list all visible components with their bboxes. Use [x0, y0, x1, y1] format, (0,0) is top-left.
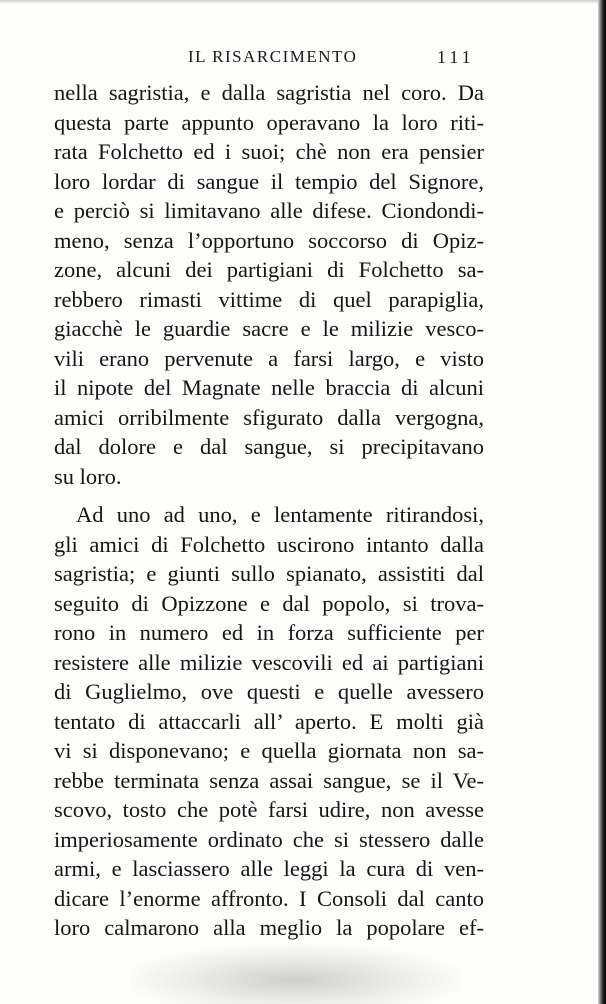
text-line: gli amici di Folchetto uscirono intanto dalla [54, 531, 484, 557]
text-line: Ad uno ad uno, e lentamente ritirandosi, [76, 502, 484, 527]
text-line: sagristia; e giunti sullo spianato, assistiti dal [54, 561, 484, 586]
running-title: IL RISARCIMENTO [188, 47, 358, 66]
body-text [54, 78, 484, 943]
text-line: loro lordar di sangue il tempio del Signore, [54, 168, 484, 194]
text-line: vi si disponevano; e quella giornata non sa- [54, 738, 484, 763]
text-line: rebbero rimasti vittime di quel parapiglia, [54, 286, 484, 312]
text-line: di Guglielmo, ove questi e quelle avessero [54, 679, 484, 704]
text-line: nella sagristia, e dalla sagristia nel coro. Da [54, 80, 484, 105]
text-line: il nipote del Magnate nelle braccia di alcuni [54, 375, 484, 400]
text-line: giacchè le guardie sacre e le milizie vesco- [54, 316, 484, 341]
text-line: armi, e lasciassero alle leggi la cura di ven- [54, 856, 484, 881]
text-line: rebbe terminata senza assai sangue, se il Ve- [54, 767, 484, 793]
scan-right-edge [598, 0, 606, 1004]
text-line: meno, senza l’opportuno soccorso di Opiz- [54, 227, 484, 253]
scan-top-edge [0, 0, 606, 4]
text-line: amici orribilmente sfigurato dalla vergogna, [54, 404, 484, 430]
paragraph-gap [54, 491, 484, 500]
page-header [0, 47, 606, 71]
text-line: e perciò si limitavano alle difese. Ciondondi- [54, 198, 484, 223]
text-line: tentato di attaccarli all’ aperto. E molti già [54, 708, 484, 734]
text-line: rata Folchetto ed i suoi; chè non era pensier [54, 139, 484, 164]
text-line: dicare l’enorme affronto. I Consoli dal canto [54, 885, 484, 911]
scan-smudge [130, 945, 460, 1004]
text-line: seguito di Opizzone e dal popolo, si trova- [54, 590, 484, 616]
text-line: su loro. [54, 463, 122, 489]
text-line: imperiosamente ordinato che si stessero dalle [54, 826, 484, 852]
page-number: 111 [437, 47, 475, 67]
text-line: questa parte appunto operavano la loro riti- [54, 109, 484, 135]
text-line: rono in numero ed in forza sufficiente per [54, 620, 484, 645]
text-line: dal dolore e dal sangue, si precipitavano [54, 434, 484, 459]
text-line: vili erano pervenute a farsi largo, e visto [54, 345, 484, 371]
text-line: zone, alcuni dei partigiani di Folchetto sa- [54, 257, 484, 282]
text-line: scovo, tosto che potè farsi udire, non avesse [54, 797, 484, 822]
text-line: loro calmarono alla meglio la popolare ef- [54, 915, 484, 940]
text-line: resistere alle milizie vescovili ed ai partigiani [54, 649, 484, 675]
